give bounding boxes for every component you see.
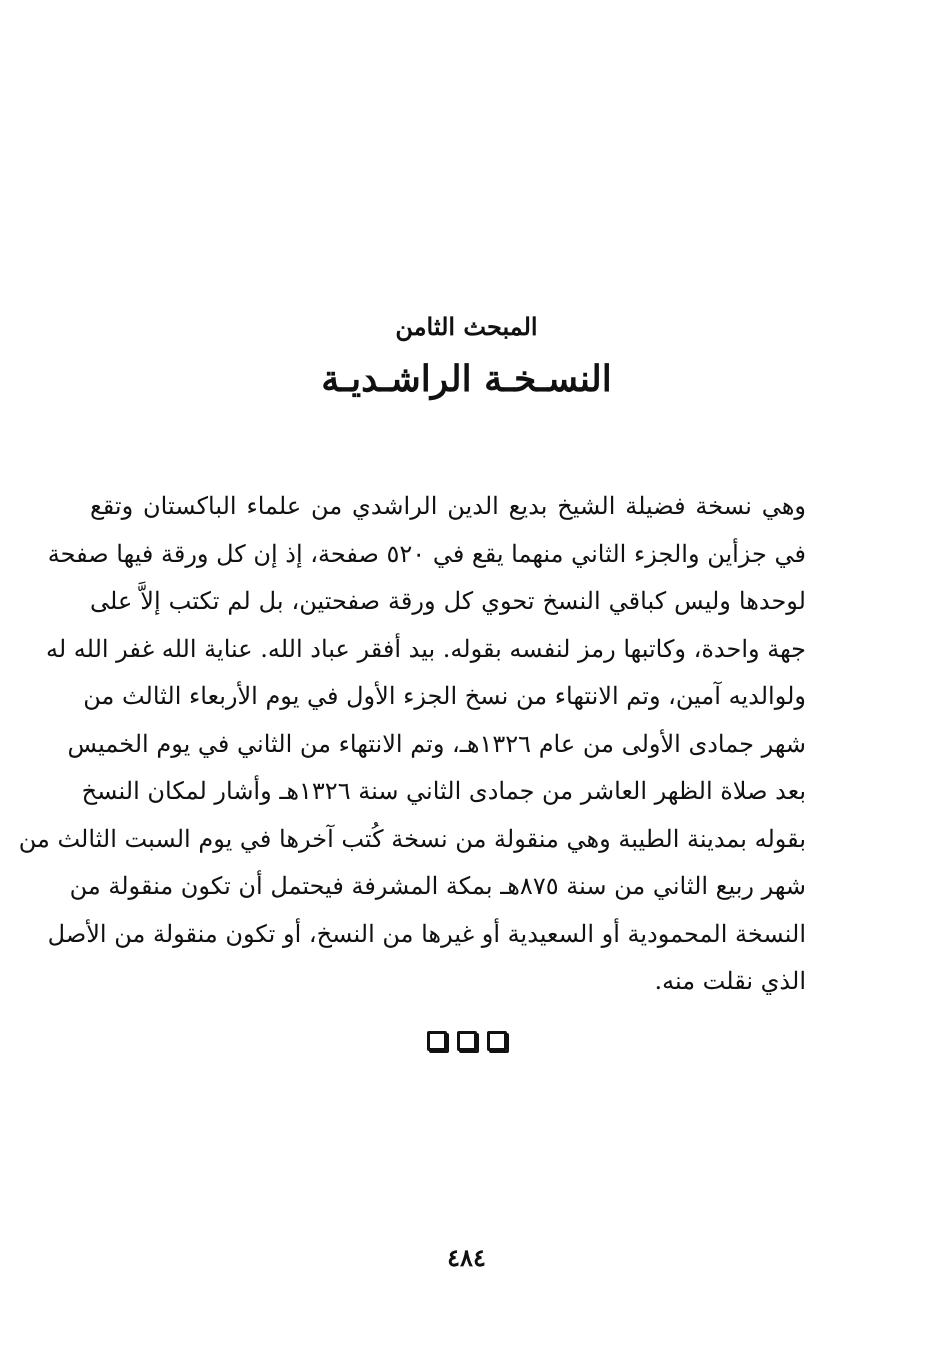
body-line: وهي نسخة فضيلة الشيخ بديع الدين الراشدي من علماء الباكستان وتقع [90, 492, 806, 520]
chapter-title: النسـخـة الراشـديـة [321, 358, 612, 400]
body-line: ولوالديه آمين، وتم الانتهاء من نسخ الجزء الأول في يوم الأربعاء الثالث من [83, 682, 806, 710]
page-number: ٤٨٤ [447, 1243, 486, 1272]
body-line: جهة واحدة، وكاتبها رمز لنفسه بقوله. بيد أفقر عباد الله. عناية الله غفر الله له [45, 634, 806, 663]
body-line: بعد صلاة الظهر العاشر من جمادى الثاني سنة ١٣٢٦هـ وأشار لمكان النسخ [81, 777, 806, 805]
separator-box-icon [427, 1031, 447, 1051]
body-line: لوحدها وليس كباقي النسخ تحوي كل ورقة صفحتين، بل لم تكتب إلاَّ على [90, 587, 806, 615]
body-line: في جزأين والجزء الثاني منهما يقع في ٥٢٠ صفحة، إذ إن كل ورقة فيها صفحة [47, 539, 806, 568]
separator-box-icon [487, 1031, 507, 1051]
section-separator-ornament [0, 1031, 933, 1051]
body-line: شهر جمادى الأولى من عام ١٣٢٦هـ، وتم الانتهاء من الثاني في يوم الخميس [67, 729, 806, 758]
body-line: بقوله بمدينة الطيبة وهي منقولة من نسخة كُتب آخرها في يوم السبت الثالث من [18, 824, 806, 853]
body-line: النسخة المحمودية أو السعيدية أو غيرها من النسخ، أو تكون منقولة من الأصل [47, 919, 806, 948]
body-paragraph [18, 483, 806, 1006]
separator-box-icon [457, 1031, 477, 1051]
body-line: الذي نقلت منه. [654, 967, 806, 995]
body-line: شهر ربيع الثاني من سنة ٨٧٥هـ بمكة المشرفة فيحتمل أن تكون منقولة من [69, 872, 806, 900]
chapter-label: المبحث الثامن [395, 312, 538, 341]
